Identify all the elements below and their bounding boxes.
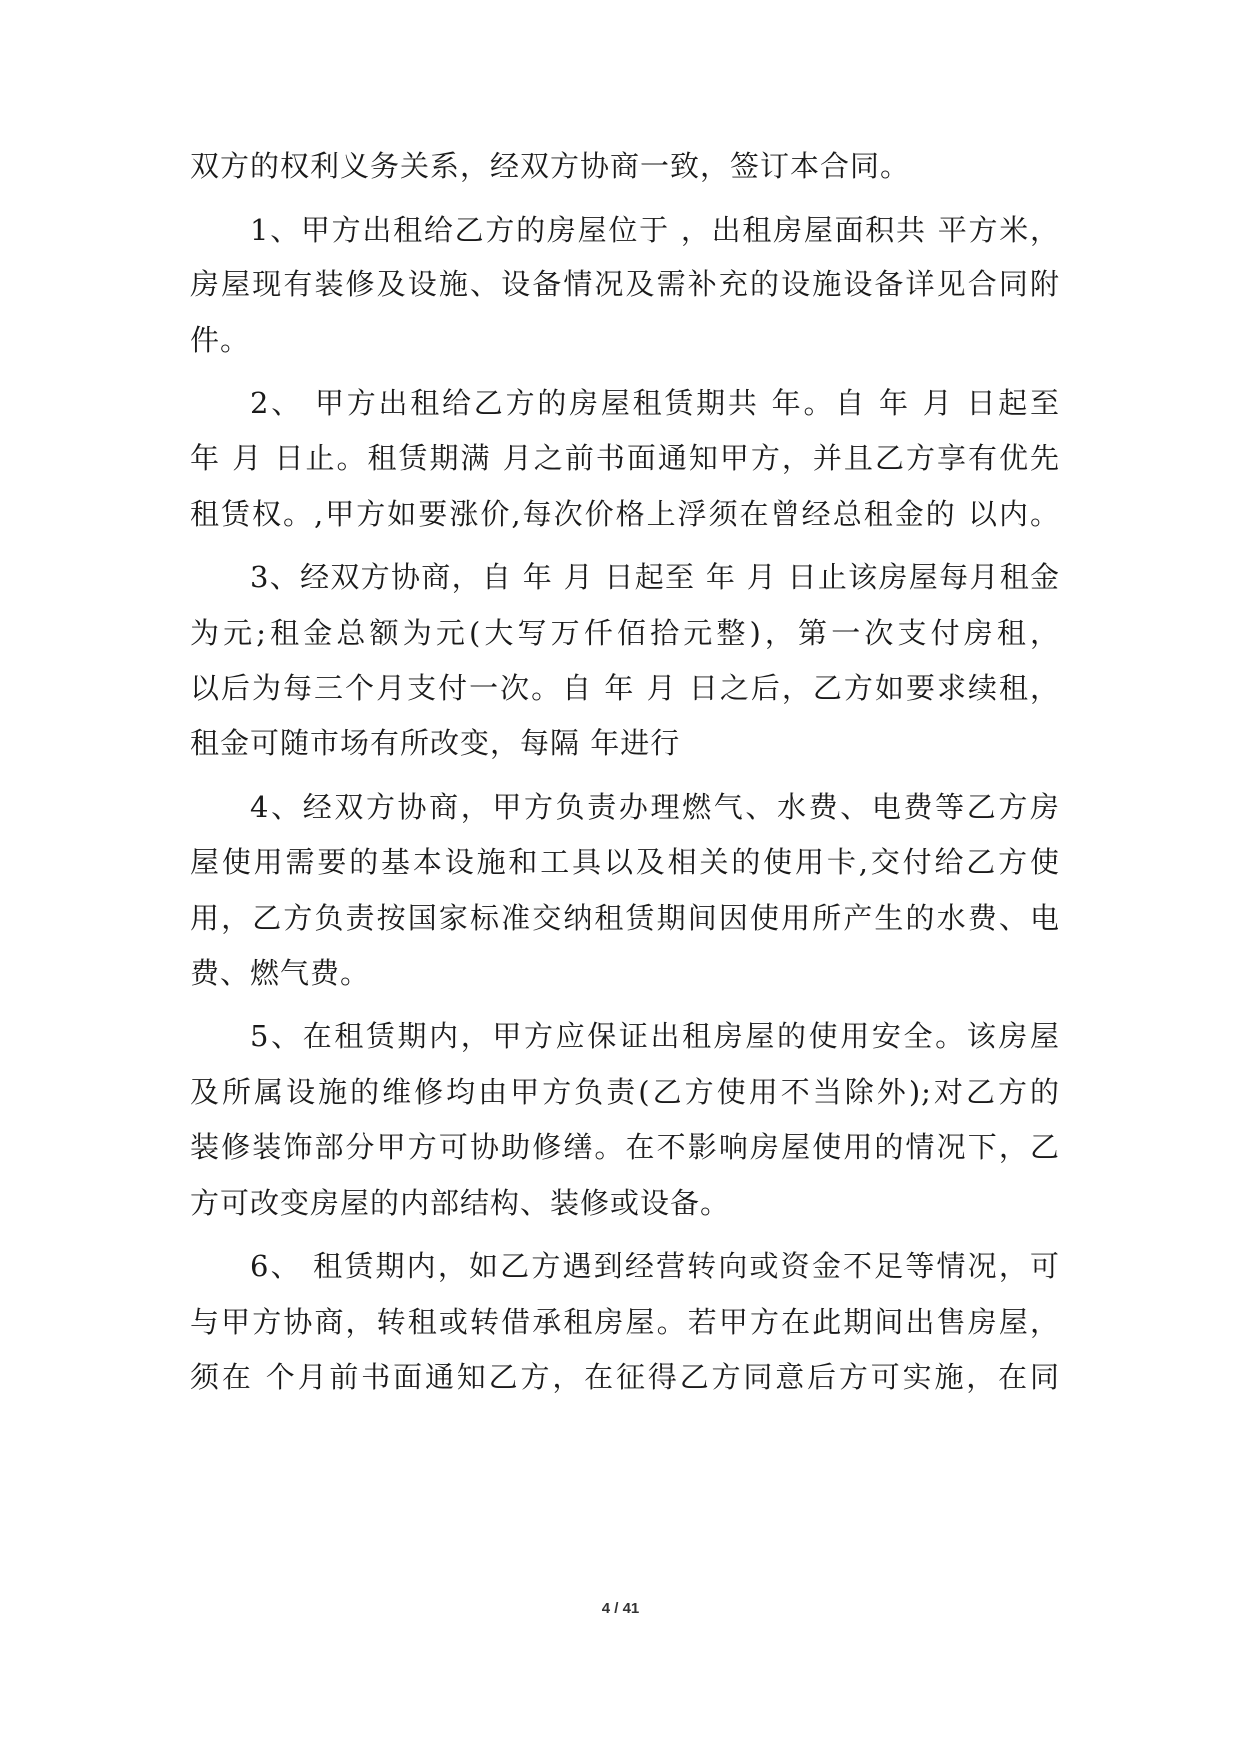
text-line: 件。 — [190, 323, 251, 357]
text-line: 年 月 日止。租赁期满 月之前书面通知甲方，并且乙方享有优先 — [190, 441, 1060, 475]
text-line: 4、经双方协商，甲方负责办理燃气、水费、电费等乙方房 — [250, 790, 1060, 824]
text-line: 租赁权。,甲方如要涨价,每次价格上浮须在曾经总租金的 以内。 — [190, 497, 1060, 531]
text-line: 6、 租赁期内，如乙方遇到经营转向或资金不足等情况，可 — [250, 1249, 1060, 1283]
text-line: 及所属设施的维修均由甲方负责(乙方使用不当除外);对乙方的 — [190, 1075, 1060, 1109]
text-line: 用，乙方负责按国家标准交纳租赁期间因使用所产生的水费、电 — [190, 901, 1060, 935]
text-line: 房屋现有装修及设施、设备情况及需补充的设施设备详见合同附 — [190, 267, 1060, 301]
page-number: 4 / 41 — [601, 1600, 640, 1617]
text-line: 装修装饰部分甲方可协助修缮。在不影响房屋使用的情况下，乙 — [190, 1130, 1060, 1164]
text-line: 2、 甲方出租给乙方的房屋租赁期共 年。自 年 月 日起至 — [250, 386, 1060, 420]
text-line: 与甲方协商，转租或转借承租房屋。若甲方在此期间出售房屋， — [190, 1305, 1060, 1339]
text-line: 屋使用需要的基本设施和工具以及相关的使用卡,交付给乙方使 — [190, 845, 1060, 879]
text-line: 双方的权利义务关系，经双方协商一致，签订本合同。 — [190, 149, 911, 183]
text-line: 为元;租金总额为元(大写万仟佰拾元整)，第一次支付房租， — [190, 616, 1060, 650]
text-line: 以后为每三个月支付一次。自 年 月 日之后，乙方如要求续租， — [190, 671, 1060, 705]
text-line: 3、经双方协商，自 年 月 日起至 年 月 日止该房屋每月租金 — [250, 560, 1060, 594]
text-line: 方可改变房屋的内部结构、装修或设备。 — [190, 1186, 731, 1220]
text-line: 租金可随市场有所改变，每隔 年进行 — [190, 726, 681, 760]
text-line: 1、甲方出租给乙方的房屋位于 ，出租房屋面积共 平方米， — [250, 213, 1060, 247]
text-line: 须在 个月前书面通知乙方，在征得乙方同意后方可实施，在同 — [190, 1360, 1060, 1394]
text-line: 费、燃气费。 — [190, 956, 371, 990]
text-line: 5、在租赁期内，甲方应保证出租房屋的使用安全。该房屋 — [250, 1019, 1060, 1053]
